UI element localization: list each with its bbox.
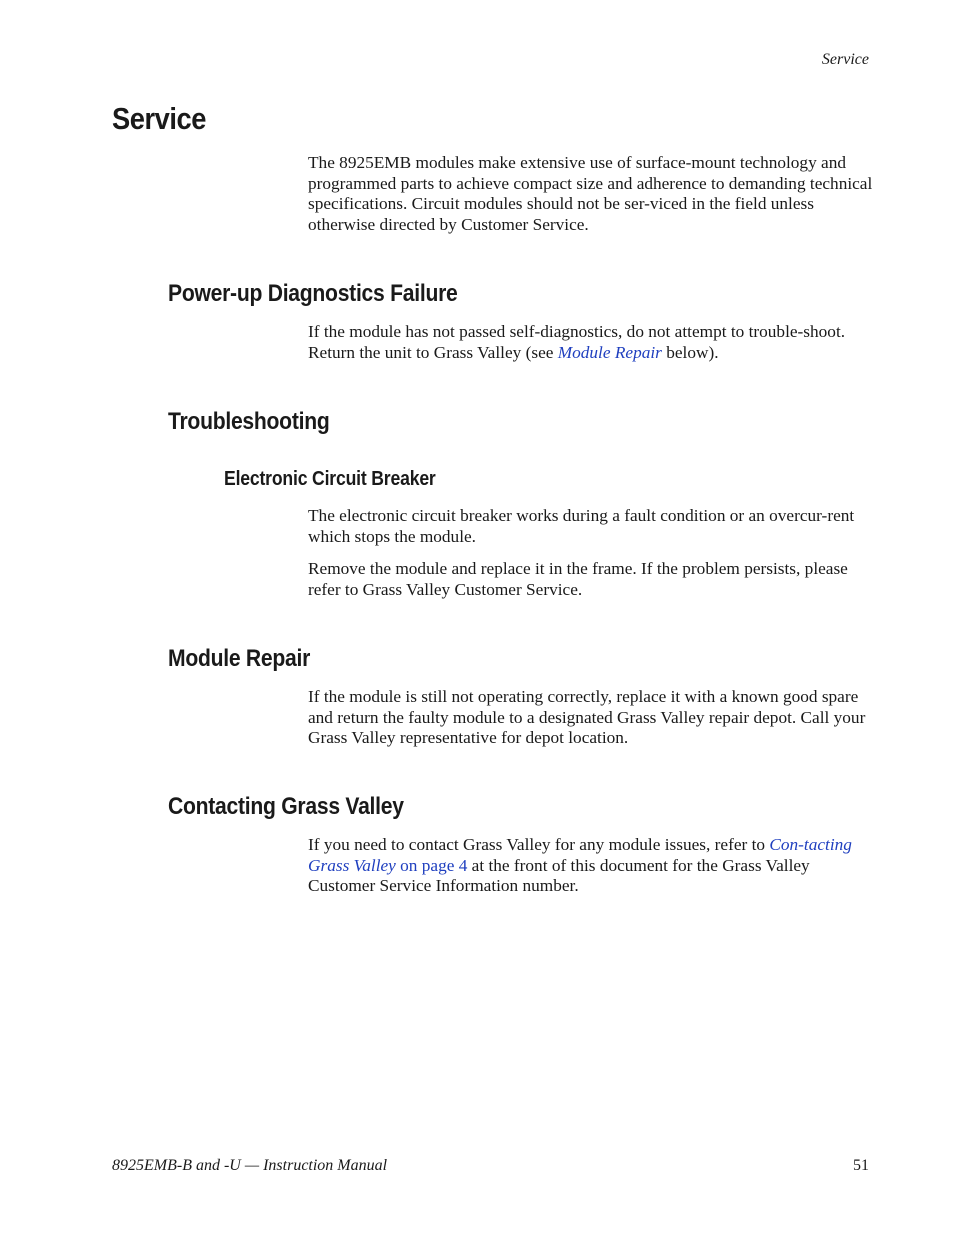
circuit-breaker-paragraph-1: The electronic circuit breaker works during a fault condition or an overcur-rent which stops the module. bbox=[308, 506, 855, 546]
heading-electronic-circuit-breaker: Electronic Circuit Breaker bbox=[224, 468, 436, 490]
heading-module-repair: Module Repair bbox=[168, 645, 311, 672]
running-head: Service bbox=[821, 51, 869, 68]
footer-manual-title: 8925EMB-B and -U — Instruction Manual bbox=[112, 1157, 388, 1174]
circuit-breaker-paragraph-2: Remove the module and replace it in the frame. If the problem persists, please refer to Grass Valley Customer Service. bbox=[308, 559, 848, 599]
module-repair-link[interactable]: Module Repair bbox=[557, 342, 662, 362]
page-title: Service bbox=[112, 101, 207, 136]
power-up-text-before: If the module has not passed self-diagnostics, do not attempt to trouble-shoot. Return the unit to Grass Valley (see bbox=[308, 322, 846, 362]
page-4-link[interactable]: on page 4 bbox=[395, 855, 468, 875]
power-up-text-after: below). bbox=[661, 342, 719, 362]
intro-paragraph: The 8925EMB modules make extensive use of surface-mount technology and programmed parts to achieve compact size and adherence to demanding technical specifications. Circuit modules should not be ser-viced in the field unless otherwise directed by Customer Service. bbox=[308, 153, 873, 234]
heading-contacting-grass-valley: Contacting Grass Valley bbox=[168, 793, 404, 820]
heading-power-up-diagnostics: Power-up Diagnostics Failure bbox=[168, 280, 458, 307]
contacting-paragraph bbox=[308, 835, 873, 897]
contacting-text-before: If you need to contact Grass Valley for any module issues, refer to bbox=[308, 835, 770, 854]
heading-troubleshooting: Troubleshooting bbox=[168, 408, 330, 435]
footer-page-number: 51 bbox=[853, 1157, 869, 1174]
module-repair-paragraph: If the module is still not operating correctly, replace it with a known good spare and return the faulty module to a designated Grass Valley repair depot. Call your Grass Valley representative for depot location. bbox=[308, 687, 866, 747]
power-up-paragraph bbox=[308, 322, 873, 363]
contacting-grass-valley-link[interactable]: Con-tacting Grass Valley bbox=[308, 835, 852, 875]
contacting-text-after: at the front of this document for the Grass Valley Customer Service Information number. bbox=[308, 855, 810, 895]
